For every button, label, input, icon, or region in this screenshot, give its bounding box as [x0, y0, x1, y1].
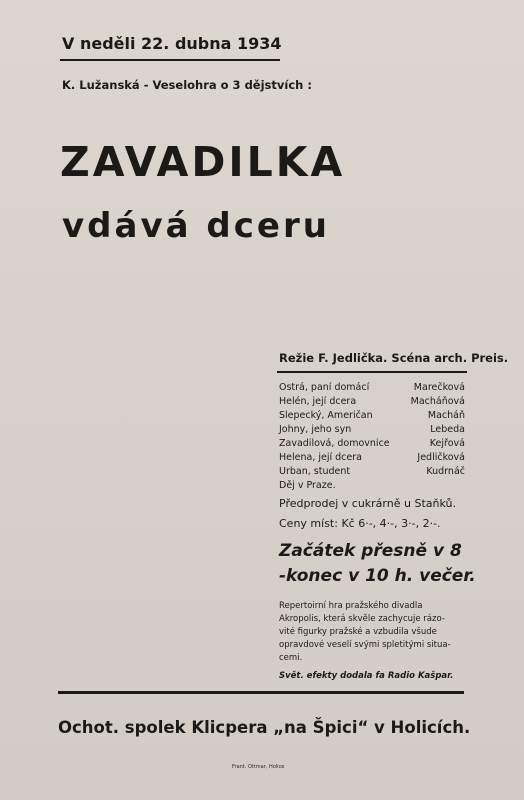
cast-row: [279, 451, 465, 465]
cast-row: [279, 423, 465, 437]
cast-actor: Kejřová: [429, 438, 465, 449]
cast-actor: Macháňová: [410, 396, 465, 407]
cast-role: Zavadilová, domovnice: [279, 438, 390, 449]
theatre-society: Ochot. spolek Klicpera „na Špici“ v Holicích.: [58, 718, 471, 737]
play-description: [279, 600, 469, 665]
description-line: cemi.: [279, 653, 303, 663]
cast-role: Ostrá, paní domácí: [279, 382, 370, 393]
footer-rule: [58, 691, 464, 694]
end-time: -konec v 10 h. večer.: [279, 566, 476, 586]
ticket-prices: Ceny míst: Kč 6·-, 4·-, 3·-, 2·-.: [279, 517, 441, 530]
cast-role: Helena, její dcera: [279, 452, 362, 463]
cast-row: [279, 381, 465, 395]
cast-actor: Kudrnáč: [426, 466, 465, 477]
credits-underline: [277, 371, 467, 373]
description-line: Akropolis, která skvěle zachycuje rázo-: [279, 614, 445, 624]
cast-actor: Marečková: [413, 382, 465, 393]
cast-row: [279, 395, 465, 409]
date-underline: [60, 59, 280, 61]
cast-actor: Lebeda: [430, 424, 465, 435]
cast-role: Slepecký, Američan: [279, 410, 373, 421]
cast-actor: Jedličková: [417, 452, 465, 463]
cast-list: [279, 381, 465, 493]
direction-credits: Režie F. Jedlička. Scéna arch. Preis.: [279, 351, 509, 365]
light-effects-credit: Svět. efekty dodala fa Radio Kašpar.: [279, 671, 454, 681]
cast-row: [279, 465, 465, 479]
start-time: Začátek přesně v 8: [279, 541, 462, 561]
play-title-line-2: vdává dceru: [62, 206, 330, 246]
performance-date: V neděli 22. dubna 1934: [62, 34, 282, 53]
description-line: vité figurky pražské a vzbudila všude: [279, 627, 437, 637]
play-title-line-1: ZAVADILKA: [60, 138, 346, 186]
cast-role: Helén, její dcera: [279, 396, 357, 407]
cast-role: Urban, student: [279, 466, 351, 477]
description-line: Repertoirní hra pražského divadla: [279, 601, 423, 611]
presale-info: Předprodej v cukrárně u Staňků.: [279, 497, 456, 510]
author-genre-line: K. Lužanská - Veselohra o 3 dějstvích :: [62, 78, 312, 92]
plot-location: Děj v Praze.: [279, 480, 336, 491]
cast-row: [279, 409, 465, 423]
printer-credit: Frant. Ottmar, Holice: [232, 764, 285, 770]
cast-row: [279, 437, 465, 451]
description-line: opravdové veselí svými spletitými situa-: [279, 640, 451, 650]
cast-actor: Macháň: [427, 410, 465, 421]
cast-role: Johny, jeho syn: [279, 424, 352, 435]
